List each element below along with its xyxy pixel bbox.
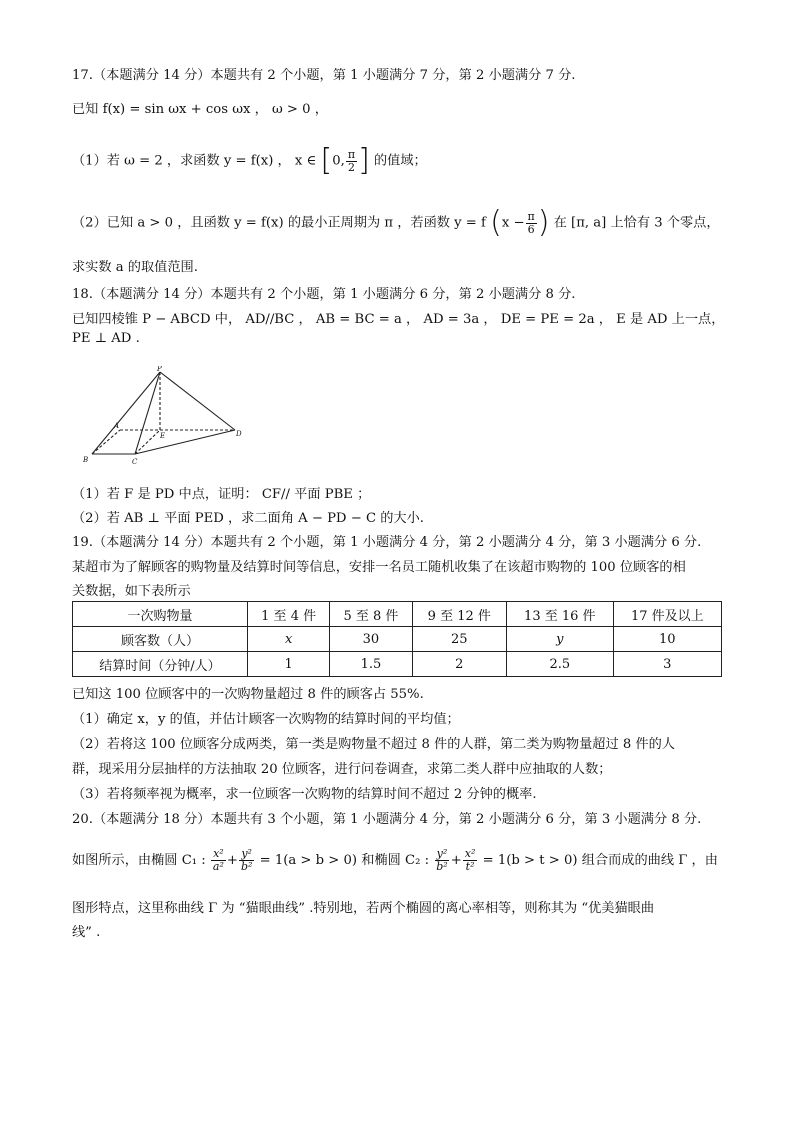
table-row (73, 602, 722, 627)
table-cell: y (507, 627, 614, 652)
table-cell: 9 至 12 件 (412, 602, 506, 627)
q20-frac-x-over-t (463, 848, 478, 873)
q17-part1 (72, 143, 427, 178)
q20-frac-x-over-a (211, 848, 226, 873)
q17-frac-den: 2 (347, 160, 355, 174)
table-cell: x (248, 627, 330, 652)
frac-den: t² (465, 860, 475, 873)
frac-den: a² (212, 860, 224, 873)
q17-part2-text: （2）已知 a > 0 ，且函数 y = f(x) 的最小正周期为 π ，若函数 y = f (72, 215, 486, 231)
q18-header: 18.（本题满分 14 分）本题共有 2 个小题，第 1 小题满分 6 分，第 2 小题满分 8 分. (72, 287, 576, 302)
table-cell: 一次购物量 (73, 602, 248, 627)
label-e: E (160, 432, 166, 440)
q20-text-b: = 1(a > b > 0) 和椭圆 C₂ : (259, 853, 430, 868)
label-p: P (157, 366, 162, 373)
table-cell: 10 (613, 627, 721, 652)
q19-note: 已知这 100 位顾客中的一次购物量超过 8 件的顾客占 55%. (72, 687, 424, 702)
q17-part2 (72, 205, 720, 240)
q17-part2-cont: 求实数 a 的取值范围. (72, 260, 198, 275)
q17-part1-text: （1）若 ω = 2 ，求函数 y = f(x) ， x ∈ (72, 153, 317, 169)
q20-line-3: 线” . (72, 925, 101, 940)
q20-frac-y-over-b-2 (434, 848, 449, 873)
table-cell: 1 至 4 件 (248, 602, 330, 627)
paren-right-icon: ) (537, 205, 550, 240)
q18-given-2: PE ⊥ AD . (72, 331, 140, 346)
q17-part2-x: x − (501, 215, 525, 231)
q17-part2-frac-den: 6 (527, 222, 535, 236)
q18-part1: （1）若 F 是 PD 中点，证明： CF// 平面 PBE ； (72, 487, 371, 502)
table-cell: 25 (412, 627, 506, 652)
table-row (73, 627, 722, 652)
frac-num: x² (464, 847, 476, 860)
table-cell: 30 (330, 627, 412, 652)
table-cell: 顾客数（人） (73, 627, 248, 652)
q19-part2-b: 群，现采用分层抽样的方法抽取 20 位顾客，进行问卷调查，求第二类人群中应抽取的人数； (72, 762, 612, 777)
label-b: B (83, 456, 89, 464)
q17-given: 已知 f(x) = sin ωx + cos ωx ， ω > 0 ， (72, 102, 328, 117)
q20-frac-y-over-b (239, 848, 254, 873)
q17-part2-fraction (526, 211, 537, 236)
table-cell: 2 (412, 652, 506, 677)
q17-interval-start: 0, (332, 153, 345, 169)
pyramid-figure (80, 366, 250, 470)
frac-num: x² (213, 847, 224, 860)
table-cell: 1.5 (330, 652, 412, 677)
q19-part3: （3）若将频率视为概率，求一位顾客一次购物的结算时间不超过 2 分钟的概率. (72, 787, 537, 802)
label-c: C (132, 458, 138, 466)
frac-den: b² (240, 860, 253, 873)
table-cell: 2.5 (507, 652, 614, 677)
q18-part2: （2）若 AB ⊥ 平面 PED ，求二面角 A − PD − C 的大小. (72, 511, 424, 526)
table-row (73, 652, 722, 677)
plus-sign: + (450, 853, 462, 868)
frac-den: b² (436, 860, 448, 873)
q20-line-2: 图形特点，这里称曲线 Γ 为 “猫眼曲线” .特别地，若两个椭圆的离心率相等，则称其为 “优美猫眼曲 (72, 901, 655, 916)
q17-header: 17.（本题满分 14 分）本题共有 2 个小题，第 1 小题满分 7 分，第 2 小题满分 7 分. (72, 68, 576, 83)
shopping-table (72, 601, 722, 677)
q17-part2-frac-num: π (527, 209, 535, 223)
table-cell: 17 件及以上 (613, 602, 721, 627)
q17-part1-end: 的值域； (373, 153, 427, 169)
q17-frac-num: π (347, 147, 356, 161)
table-cell: 5 至 8 件 (330, 602, 412, 627)
q20-header: 20.（本题满分 18 分）本题共有 3 个小题，第 1 小题满分 4 分，第 2 小题满分 6 分，第 3 小题满分 8 分. (72, 812, 702, 827)
bracket-right-icon: ] (358, 143, 370, 178)
table-cell: 1 (248, 652, 330, 677)
q19-part1: （1）确定 x，y 的值，并估计顾客一次购物的结算时间的平均值； (72, 712, 460, 727)
q20-line-1 (72, 848, 718, 873)
q19-part2-a: （2）若将这 100 位顾客分成两类，第一类是购物量不超过 8 件的人群，第二类为购物量超过 8 件的人 (72, 737, 675, 752)
label-d: D (236, 430, 242, 438)
frac-num: y² (436, 847, 448, 860)
table-cell: 13 至 16 件 (507, 602, 614, 627)
q19-intro-1: 某超市为了解顾客的购物量及结算时间等信息，安排一名员工随机收集了在该超市购物的 100 位顾客的相 (72, 560, 686, 575)
frac-num: y² (241, 847, 252, 860)
q19-intro-2: 关数据，如下表所示 (72, 584, 191, 599)
table-cell: 3 (613, 652, 721, 677)
table-cell: 结算时间（分钟/人） (73, 652, 248, 677)
q19-header: 19.（本题满分 14 分）本题共有 2 个小题，第 1 小题满分 4 分，第 2 小题满分 4 分，第 3 小题满分 6 分. (72, 535, 702, 550)
paren-left-icon: ( (490, 205, 502, 240)
q17-part2-end: 在 [π, a] 上恰有 3 个零点， (553, 215, 720, 231)
q18-given-1: 已知四棱锥 P − ABCD 中， AD//BC ， AB = BC = a ， AD = 3a ， DE = PE = 2a ， E 是 AD 上一点， (72, 312, 725, 327)
label-a: A (114, 422, 120, 430)
bracket-left-icon: [ (320, 143, 333, 178)
plus-sign: + (226, 853, 238, 868)
q17-fraction (346, 149, 357, 174)
q20-text-a: 如图所示，由椭圆 C₁ : (72, 853, 206, 868)
q20-text-c: = 1(b > t > 0) 组合而成的曲线 Γ ，由 (482, 853, 718, 868)
